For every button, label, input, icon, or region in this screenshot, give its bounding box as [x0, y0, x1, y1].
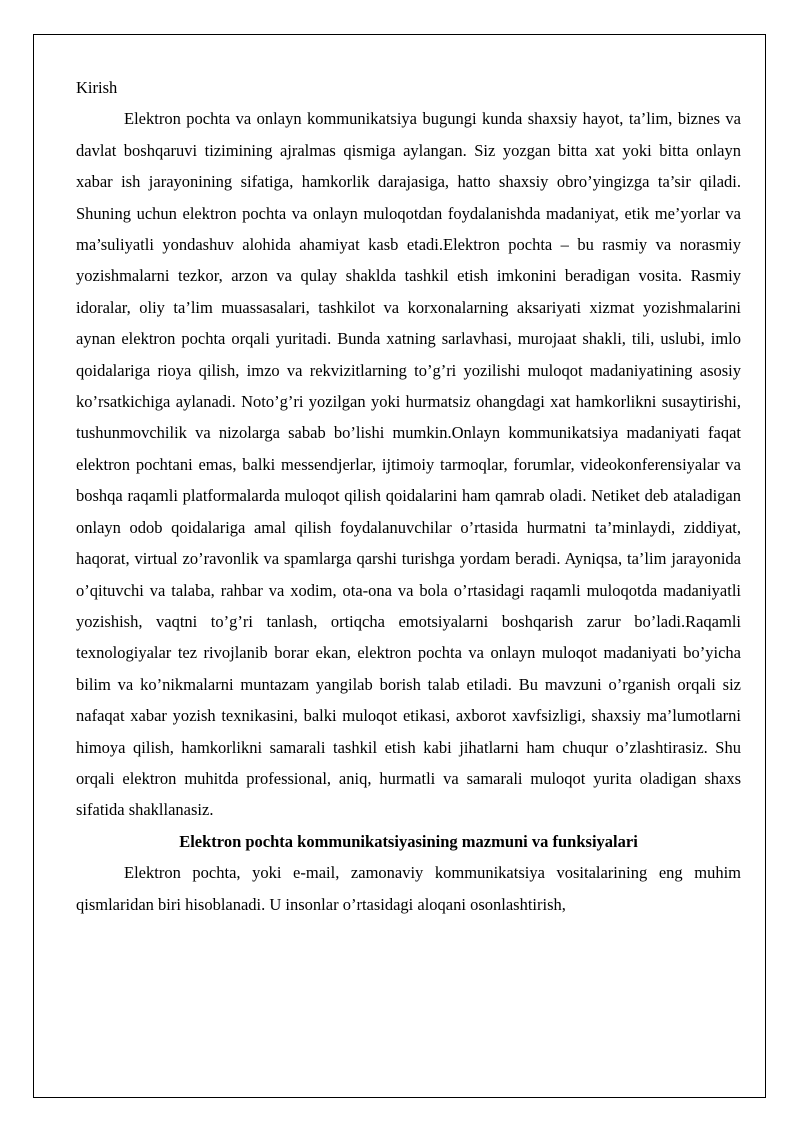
section-paragraph: Elektron pochta, yoki e-mail, zamonaviy kommunikatsiya vositalarining eng muhim qismlaridan biri hisoblanadi. U insonlar o’rtasidagi aloqani osonlashtirish, — [76, 863, 741, 914]
intro-heading: Kirish — [76, 78, 118, 97]
section-title: Elektron pochta kommunikatsiyasining mazmuni va funksiyalari — [179, 831, 638, 851]
document-body — [76, 72, 741, 920]
intro-paragraph: Elektron pochta va onlayn kommunikatsiya bugungi kunda shaxsiy hayot, ta’lim, biznes va davlat boshqaruvi tizimining ajralmas qismiga aylangan. Siz yozgan bitta xat yoki bitta onlayn xabar ish jarayonining sifatiga, hamkorlik darajasiga, hatto shaxsiy obro’yingizga ta’sir qiladi. Shuning uchun elektron pochta va onlayn muloqotdan foydalanishda madaniyat, etik me’yorlar va ma’suliyatli yondashuv alohida ahamiyat kasb etadi.Elektron pochta – bu rasmiy va norasmiy yozishmalarni tezkor, arzon va qulay shaklda tashkil etish imkonini beradigan vosita. Rasmiy idoralar, oliy ta’lim muassasalari, tashkilot va korxonalarning aksariyati xizmat yozishmalarini aynan elektron pochta orqali yuritadi. Bunda xatning sarlavhasi, murojaat shakli, tili, uslubi, imlo qoidalariga rioya qilish, imzo va rekvizitlarning to’g’ri yozilishi muloqot madaniyatining asosiy ko’rsatkichiga aylanadi. Noto’g’ri yozilgan yoki hurmatsiz ohangdagi xat hamkorlikni susaytirishi, tushunmovchilik va nizolarga sabab bo’lishi mumkin.Onlayn kommunikatsiya madaniyati faqat elektron pochtani emas, balki messendjerlar, ijtimoiy tarmoqlar, forumlar, videokonferensiyalar va boshqa raqamli platformalarda muloqot qilish qoidalarini ham qamrab oladi. Netiket deb ataladigan onlayn odob qoidalariga amal qilish foydalanuvchilar o’rtasida hurmatni ta’minlaydi, ziddiyat, haqorat, virtual zo’ravonlik va spamlarga qarshi turishga yordam beradi. Ayniqsa, ta’lim jarayonida o’qituvchi va talaba, rahbar va xodim, ota-ona va bola o’rtasidagi raqamli muloqotda madaniyatli yozishish, vaqtni to’g’ri tanlash, ortiqcha emotsiyalarni boshqarish zarur bo’ladi.Raqamli texnologiyalar tez rivojlanib borar ekan, elektron pochta va onlayn muloqot madaniyati bo’yicha bilim va ko’nikmalarni muntazam yangilab borish talab etiladi. Bu mavzuni o’rganish orqali siz nafaqat xabar yozish texnikasini, balki muloqot etikasi, axborot xavfsizligi, shaxsiy ma’lumotlarni himoya qilish, hamkorlikni samarali tashkil etish kabi jihatlarni ham chuqur o’zlashtirasiz. Shu orqali elektron muhitda professional, aniq, hurmatli va samarali muloqot yurita oladigan shaxs sifatida shakllanasiz. — [76, 109, 741, 820]
